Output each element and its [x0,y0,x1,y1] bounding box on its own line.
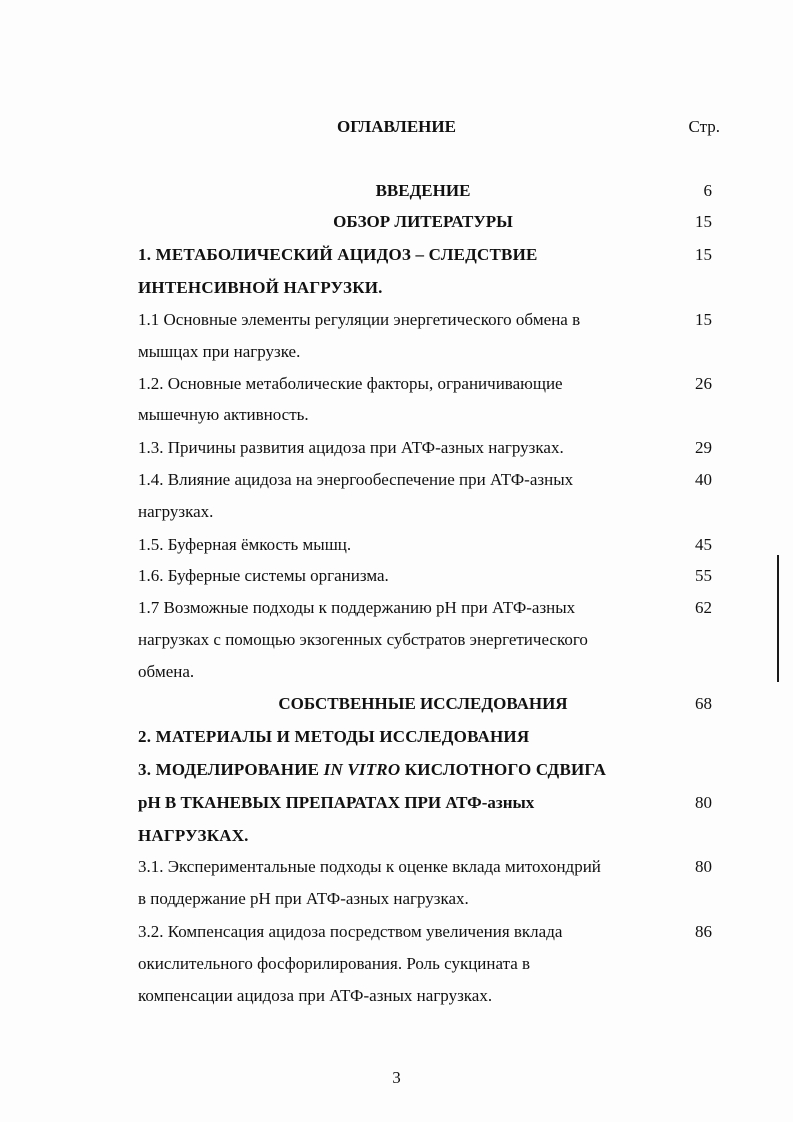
toc-chapter3-page: 80 [695,793,712,812]
toc-chapter3-line1-b: КИСЛОТНОГО СДВИГА [400,760,607,779]
toc-chapter3-line2: рН В ТКАНЕВЫХ ПРЕПАРАТАХ ПРИ АТФ-азных [138,793,535,812]
toc-s32-line2: окислительного фосфорилирования. Роль сукцината в [138,954,531,973]
toc-chapter3-line1 [138,760,606,780]
toc-s32-line3: компенсации ацидоза при АТФ-азных нагрузках. [138,986,493,1005]
toc-s17-line3: обмена. [138,662,195,681]
toc-s31-page: 80 [695,857,712,876]
toc-chapter1-page: 15 [695,245,712,264]
toc-s31-line1: 3.1. Экспериментальные подходы к оценке вклада митохондрий [138,857,601,876]
toc-s13-page: 29 [695,438,712,457]
toc-entry-review-page: 15 [695,212,712,231]
toc-entry-own-research: СОБСТВЕННЫЕ ИССЛЕДОВАНИЯ [278,694,568,713]
page-number: 3 [392,1068,401,1087]
toc-chapter2: 2. МАТЕРИАЛЫ И МЕТОДЫ ИССЛЕДОВАНИЯ [138,727,530,746]
toc-s31-line2: в поддержание рН при АТФ-азных нагрузках. [138,889,469,908]
toc-chapter3-line1-a: 3. МОДЕЛИРОВАНИЕ [138,760,324,779]
toc-s15-page: 45 [695,535,712,554]
toc-s16-page: 55 [695,566,712,585]
toc-s11-line1: 1.1 Основные элементы регуляции энергетического обмена в [138,310,581,329]
toc-entry-own-research-page: 68 [695,694,712,713]
toc-chapter3-line3: НАГРУЗКАХ. [138,826,249,845]
page-column-header: Стр. [688,117,720,136]
toc-s16-line1: 1.6. Буферные системы организма. [138,566,389,585]
toc-title: ОГЛАВЛЕНИЕ [337,117,456,136]
toc-s17-line2: нагрузках с помощью экзогенных субстратов энергетического [138,630,588,649]
toc-entry-intro: ВВЕДЕНИЕ [375,181,471,200]
toc-s14-line2: нагрузках. [138,502,214,521]
toc-s15-line1: 1.5. Буферная ёмкость мышц. [138,535,352,554]
toc-s32-page: 86 [695,922,712,941]
toc-chapter1-line1: 1. МЕТАБОЛИЧЕСКИЙ АЦИДОЗ – СЛЕДСТВИЕ [138,245,538,264]
toc-s14-line1: 1.4. Влияние ацидоза на энергообеспечение при АТФ-азных [138,470,574,489]
toc-entry-intro-page: 6 [703,181,712,200]
toc-s11-page: 15 [695,310,712,329]
toc-entry-review: ОБЗОР ЛИТЕРАТУРЫ [333,212,513,231]
toc-s11-line2: мышцах при нагрузке. [138,342,301,361]
toc-s14-page: 40 [695,470,712,489]
scan-artifact-line [777,555,779,682]
toc-s32-line1: 3.2. Компенсация ацидоза посредством увеличения вклада [138,922,563,941]
toc-s12-line2: мышечную активность. [138,405,309,424]
toc-s12-page: 26 [695,374,712,393]
toc-s17-line1: 1.7 Возможные подходы к поддержанию рН при АТФ-азных [138,598,576,617]
toc-s17-page: 62 [695,598,712,617]
toc-chapter1-line2: ИНТЕНСИВНОЙ НАГРУЗКИ. [138,278,383,297]
toc-s12-line1: 1.2. Основные метаболические факторы, ограничивающие [138,374,563,393]
toc-s13-line1: 1.3. Причины развития ацидоза при АТФ-азных нагрузках. [138,438,564,457]
toc-chapter3-in-vitro: IN VITRO [323,760,401,779]
